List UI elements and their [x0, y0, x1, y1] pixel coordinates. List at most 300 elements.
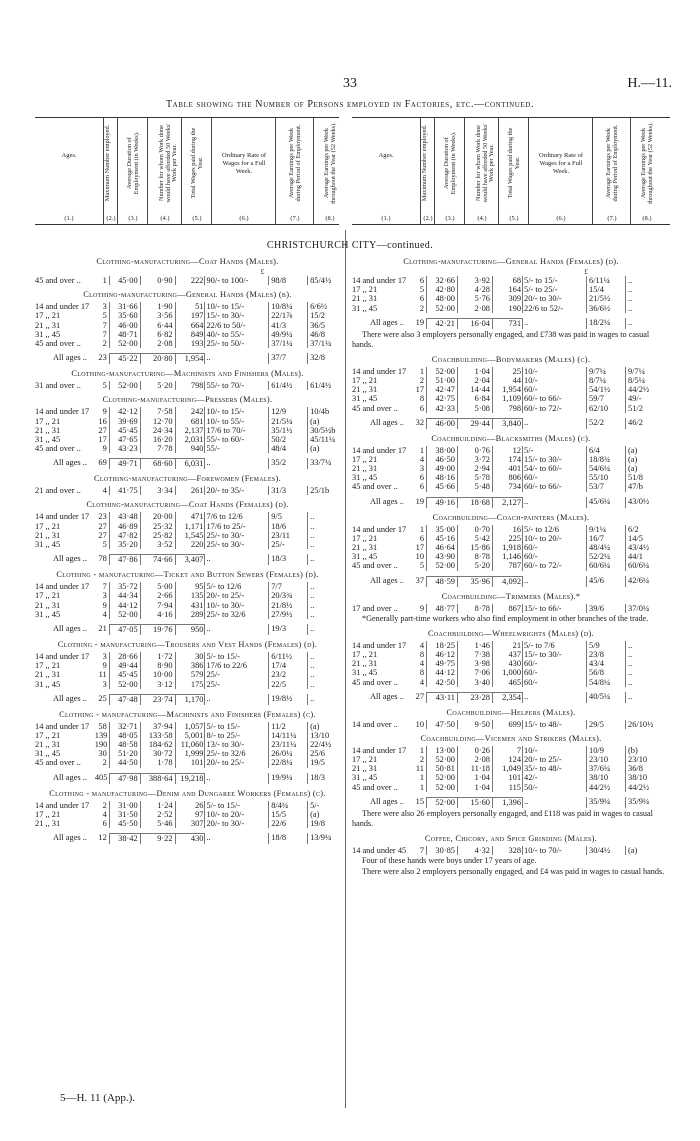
value-cell: 4	[95, 610, 110, 619]
value-cell: 52·00	[110, 610, 141, 619]
value-cell: 5·48	[458, 482, 493, 491]
value-cell: 9/7¼	[587, 367, 626, 376]
value-cell: 69	[95, 458, 110, 469]
value-cell: 25	[493, 367, 523, 376]
value-cell: 25/- to 32/6	[205, 749, 269, 758]
value-cell: 184·62	[141, 740, 176, 749]
value-cell: 52·00	[427, 367, 458, 376]
age-cell: 14 and under 17	[35, 721, 90, 731]
value-cell: 44/1	[628, 552, 643, 562]
value-cell: 54/- to 60/-	[523, 464, 587, 473]
table-row	[352, 304, 670, 313]
value-cell: 222	[176, 276, 206, 285]
value-cell: 0·70	[458, 525, 493, 534]
table-row	[352, 604, 670, 613]
value-cell: 1·24	[141, 801, 176, 810]
value-cell: 10/- to 20/-	[523, 534, 587, 543]
value-cell: 15/4	[587, 285, 626, 294]
value-cell: 37	[412, 576, 427, 587]
value-cell: 1·72	[141, 652, 176, 661]
value-cell: 36/5	[310, 320, 325, 330]
table-row	[352, 367, 670, 376]
value-cell: 7	[95, 330, 110, 339]
right-column	[352, 252, 670, 878]
value-cell: 4·16	[141, 610, 176, 619]
value-cell: 20/- to 25/-	[205, 591, 269, 600]
value-cell: 47·86	[110, 554, 141, 565]
value-cell: 22/5	[269, 680, 308, 689]
value-cell: 579	[176, 670, 206, 679]
value-cell: 6	[412, 276, 427, 285]
value-cell: 13/- to 30/-	[205, 740, 269, 749]
value-cell: 37/0¼	[628, 603, 650, 613]
age-cell: 17 ,, 21	[35, 730, 61, 740]
value-cell: 731	[493, 318, 523, 329]
age-cell: 21 ,, 31	[352, 543, 378, 552]
value-cell: 21/5¼	[269, 417, 308, 426]
table-row	[352, 285, 670, 294]
value-cell: 10/9	[587, 746, 626, 755]
value-cell: 5/-	[310, 800, 320, 810]
table-section	[35, 788, 340, 845]
column-header-7	[275, 118, 314, 224]
section-title-text: Clothing - manufacturing—Machinists and Finishers (Females) (c).	[59, 709, 316, 719]
table-row	[35, 321, 340, 330]
column-header-6	[211, 118, 276, 224]
value-cell: 405	[95, 773, 110, 784]
value-cell: 20/- to 30/-	[205, 819, 269, 828]
age-cell: 17 ,, 21	[352, 533, 378, 543]
currency-symbol: £	[584, 268, 588, 276]
value-cell: ..	[205, 624, 269, 635]
section-title	[352, 512, 670, 523]
table-row	[352, 746, 670, 755]
value-cell: 124	[493, 755, 523, 764]
value-cell: 940	[176, 444, 206, 453]
value-cell: 2	[95, 801, 110, 810]
value-cell: 43/0½	[628, 496, 650, 506]
value-cell: 42·50	[427, 678, 458, 687]
value-cell: 7·06	[458, 668, 493, 677]
section-title-text: Clothing-manufacturing—Machinists and Finishers (Males).	[71, 369, 304, 379]
value-cell: 19/5	[310, 758, 325, 768]
value-cell: 7·78	[141, 444, 176, 453]
age-cell: 14 and under 17	[352, 276, 407, 285]
age-cell: All ages ..	[53, 554, 87, 564]
value-cell: 40/5¼	[587, 692, 626, 703]
value-cell: 15/2	[310, 311, 325, 321]
value-cell: 1·04	[458, 367, 493, 376]
value-cell: 3,840	[493, 418, 523, 429]
value-cell: 1,545	[176, 531, 206, 540]
column-header-1	[352, 118, 420, 224]
section-title-text: Coachbuilding—Bodymakers (Males) (c).	[431, 354, 591, 364]
age-cell: 31 ,, 45	[352, 773, 378, 783]
value-cell: 60/-	[523, 659, 587, 668]
value-cell: (a)	[628, 454, 638, 464]
table-section	[35, 394, 340, 469]
table-section	[35, 639, 340, 705]
column-header-label: Average Duration of Employment (in Weeks).	[126, 131, 140, 195]
value-cell: ..	[310, 600, 315, 610]
value-cell: 9·22	[141, 833, 176, 844]
value-cell: 35·20	[110, 540, 141, 549]
value-cell: 242	[176, 407, 206, 416]
table-row	[352, 446, 670, 455]
column-header-label: Average Earnings per Week throughout the Year (52 Weeks).	[640, 122, 654, 204]
value-cell: 19/8	[310, 819, 325, 828]
value-cell: 5/- to 12/6	[205, 582, 269, 591]
table-row	[352, 534, 670, 543]
value-cell: 1,999	[176, 749, 206, 758]
value-cell: 139	[95, 731, 110, 740]
value-cell: 8	[412, 668, 427, 677]
age-cell: 31 ,, 45	[352, 303, 378, 313]
value-cell: 430	[176, 833, 206, 844]
age-cell: 14 and under 17	[35, 512, 90, 522]
table-row	[35, 749, 340, 758]
left-column	[35, 252, 340, 844]
value-cell: 45·16	[427, 534, 458, 543]
value-cell: 19/3	[269, 624, 308, 635]
column-header-number: (1.)	[64, 215, 74, 222]
value-cell: ..	[310, 554, 315, 564]
value-cell: 51/2	[628, 403, 643, 413]
column-header-number: (5.)	[192, 215, 202, 222]
section-title	[35, 499, 340, 510]
table-row	[35, 435, 340, 444]
age-cell: 21 ,, 31	[35, 819, 61, 828]
value-cell: 98/8	[269, 276, 308, 285]
age-cell: All ages ..	[53, 693, 87, 703]
value-cell: 9	[95, 444, 110, 453]
value-cell: 22/6 to 52/-	[523, 304, 587, 313]
value-cell: 20/- to 35/-	[205, 486, 269, 495]
value-cell: 6	[412, 404, 427, 413]
value-cell: 5	[412, 561, 427, 570]
value-cell: 8/7¼	[587, 376, 626, 385]
value-cell: ..	[628, 640, 633, 650]
value-cell: 1,171	[176, 522, 206, 531]
age-cell: 31 ,, 45	[352, 552, 378, 562]
value-cell: 4·32	[458, 846, 493, 855]
column-header-number: (5.)	[509, 215, 519, 222]
value-cell: 52·00	[427, 773, 458, 782]
value-cell: 52·00	[427, 304, 458, 313]
age-cell: 14 and under 17	[35, 651, 90, 661]
value-cell: 25	[95, 694, 110, 705]
column-header-8	[630, 118, 663, 224]
value-cell: ..	[310, 540, 315, 549]
value-cell: 9/7¼	[628, 366, 645, 376]
value-cell: 2,354	[493, 692, 523, 703]
value-cell: 25/- to 30/-	[205, 531, 269, 540]
value-cell: 3·98	[458, 659, 493, 668]
column-header-number: (4.)	[477, 215, 487, 222]
value-cell: 45·45	[110, 670, 141, 679]
value-cell: 5·46	[141, 819, 176, 828]
value-cell: 52·00	[427, 561, 458, 570]
value-cell: 23·74	[141, 694, 176, 705]
value-cell: ..	[310, 693, 315, 703]
column-header-label: Ordinary Rate of Wages for a Full Week.	[538, 152, 584, 175]
value-cell: 22/4½	[310, 740, 332, 750]
value-cell: 40/- to 55/-	[205, 330, 269, 339]
table-section	[35, 709, 340, 784]
value-cell: 35·60	[110, 311, 141, 320]
value-cell: 28·66	[110, 652, 141, 661]
value-cell: 5/- to 7/6	[523, 641, 587, 650]
section-title	[352, 733, 670, 744]
value-cell: 60/-	[523, 473, 587, 482]
value-cell: 47·98	[110, 773, 141, 784]
value-cell: 0·26	[458, 746, 493, 755]
value-cell: 10/- to 70/-	[523, 846, 587, 855]
value-cell: 25/-	[269, 540, 308, 549]
value-cell: 21/8½	[269, 601, 308, 610]
table-row	[352, 525, 670, 534]
value-cell: 37/6¼	[587, 764, 626, 773]
value-cell: 1	[412, 525, 427, 534]
age-cell: 21 ,, 31	[35, 530, 61, 540]
table-row	[352, 783, 670, 792]
section-title-text: Clothing-manufacturing—Pressers (Males).	[102, 395, 273, 405]
value-cell: 14·44	[458, 385, 493, 394]
value-cell: 32·71	[110, 722, 141, 731]
value-cell: 30/5½b	[310, 425, 336, 435]
value-cell: 328	[493, 846, 523, 855]
value-cell: 26/0¼	[269, 749, 308, 758]
age-cell: 45 and over ..	[352, 403, 398, 413]
value-cell: ..	[628, 285, 633, 295]
value-cell: 7	[412, 846, 427, 855]
age-cell: All ages ..	[370, 417, 404, 427]
value-cell: 15	[412, 797, 427, 808]
value-cell: 60/6¼	[628, 561, 650, 571]
table-row	[35, 601, 340, 610]
value-cell: 8	[412, 650, 427, 659]
value-cell: 26	[176, 801, 206, 810]
value-cell: ..	[310, 609, 315, 619]
value-cell: ..	[628, 294, 633, 304]
total-row	[352, 316, 670, 329]
value-cell: 3	[412, 464, 427, 473]
page-footer: 5—H. 11 (App.).	[60, 1092, 136, 1104]
value-cell: 4	[95, 810, 110, 819]
value-cell: 48·77	[427, 604, 458, 613]
value-cell: 61/4½	[310, 381, 332, 391]
value-cell: 21/5½	[587, 294, 626, 303]
value-cell: 60/-	[523, 385, 587, 394]
value-cell: 51	[176, 302, 206, 311]
value-cell: 9	[95, 601, 110, 610]
value-cell: 4	[412, 641, 427, 650]
value-cell: ..	[310, 623, 315, 633]
value-cell: ..	[205, 353, 269, 364]
value-cell: 5/9	[587, 641, 626, 650]
age-cell: 17 ,, 21	[352, 375, 378, 385]
table-row	[352, 543, 670, 552]
value-cell: 44·12	[110, 601, 141, 610]
value-cell: 307	[176, 819, 206, 828]
value-cell: 1	[412, 746, 427, 755]
value-cell: 47·65	[110, 435, 141, 444]
table-title: Table showing the Number of Persons employed in Factories, etc.—continued.	[165, 99, 535, 110]
table-row	[352, 376, 670, 385]
value-cell: 48·59	[427, 576, 458, 587]
value-cell: 11·18	[458, 764, 493, 773]
value-cell: 1,057	[176, 722, 206, 731]
table-row	[35, 591, 340, 600]
total-row	[35, 831, 340, 844]
value-cell: 49·71	[110, 458, 141, 469]
value-cell: 78	[95, 554, 110, 565]
value-cell: 30	[176, 652, 206, 661]
value-cell: 45·00	[110, 276, 141, 285]
value-cell: 699	[493, 720, 523, 729]
value-cell: 97	[176, 810, 206, 819]
value-cell: 39/6	[587, 604, 626, 613]
table-row	[352, 678, 670, 687]
value-cell: 0·90	[141, 276, 176, 285]
value-cell: 23/11¼	[269, 740, 308, 749]
value-cell: 37/1¼	[310, 338, 332, 348]
column-header-4	[464, 118, 499, 224]
value-cell: (a)	[628, 445, 638, 455]
value-cell: 74·66	[141, 554, 176, 565]
value-cell: 16·04	[458, 318, 493, 329]
value-cell: 16	[95, 417, 110, 426]
value-cell: 20·80	[141, 353, 176, 364]
table-row	[352, 641, 670, 650]
value-cell: 25·82	[141, 531, 176, 540]
value-cell: 1	[412, 446, 427, 455]
value-cell: 16·20	[141, 435, 176, 444]
value-cell: ..	[310, 670, 315, 680]
table-row	[35, 582, 340, 591]
value-cell: 8	[412, 394, 427, 403]
age-cell: 45 and over ..	[352, 561, 398, 571]
value-cell: 60/-	[523, 678, 587, 687]
value-cell: 60/- to 66/-	[523, 394, 587, 403]
value-cell: 23/10	[587, 755, 626, 764]
value-cell: 35/9¼	[587, 797, 626, 808]
value-cell: 867	[493, 604, 523, 613]
value-cell: 5	[95, 540, 110, 549]
table-row	[35, 731, 340, 740]
value-cell: 22/6	[269, 819, 308, 828]
value-cell: 35/9¼	[628, 796, 650, 806]
value-cell: 3·34	[141, 486, 176, 495]
column-header-3	[117, 118, 148, 224]
table-row	[352, 385, 670, 394]
value-cell: 10/- to 20/-	[205, 810, 269, 819]
value-cell: 20/- to 25/-	[205, 758, 269, 767]
value-cell: 44/2½	[587, 783, 626, 792]
value-cell: 22/8¼	[269, 758, 308, 767]
value-cell: 18/3	[310, 772, 325, 782]
column-header-1	[35, 118, 103, 224]
value-cell: 2	[412, 304, 427, 313]
value-cell: (a)	[628, 464, 638, 474]
table-row	[352, 720, 670, 729]
value-cell: 6·44	[141, 321, 176, 330]
value-cell: ..	[310, 591, 315, 601]
table-section	[35, 256, 340, 285]
value-cell: 2	[95, 339, 110, 348]
column-header-label: Average Earnings per Week during Period of Employment.	[605, 124, 619, 202]
value-cell: 3	[95, 652, 110, 661]
value-cell: 47·48	[110, 694, 141, 705]
column-header-label: Ages.	[61, 152, 77, 159]
section-title-text: Coachbuilding—Trimmers (Males).*	[441, 591, 581, 601]
table-section	[352, 512, 670, 587]
section-title-text: Clothing-manufacturing—Forewomen (Females).	[94, 474, 281, 484]
value-cell: (a)	[628, 845, 638, 855]
value-cell: 42·21	[427, 318, 458, 329]
section-title	[35, 639, 340, 650]
table-row	[35, 330, 340, 339]
age-cell: 45 and over ..	[352, 677, 398, 687]
value-cell: 6	[412, 482, 427, 491]
value-cell: 0·76	[458, 446, 493, 455]
age-cell: 31 ,, 45	[35, 434, 61, 444]
value-cell: 18/2¼	[587, 318, 626, 329]
value-cell: 56/8	[587, 668, 626, 677]
value-cell: 5/- to 15/-	[205, 722, 269, 731]
column-header-4	[147, 118, 182, 224]
value-cell: 9/5	[269, 512, 308, 521]
value-cell: 734	[493, 482, 523, 491]
table-row	[352, 552, 670, 561]
column-header-number: (7.)	[607, 215, 617, 222]
value-cell: 2,137	[176, 426, 206, 435]
value-cell: 2·94	[458, 464, 493, 473]
value-cell: 52·00	[427, 755, 458, 764]
value-cell: 48·05	[110, 731, 141, 740]
value-cell: 47·05	[110, 624, 141, 635]
total-row	[352, 416, 670, 429]
value-cell: ..	[310, 679, 315, 689]
value-cell: 2·66	[141, 591, 176, 600]
table-row	[352, 394, 670, 403]
value-cell: 41·75	[110, 486, 141, 495]
value-cell: 42·12	[110, 407, 141, 416]
value-cell: 42·75	[427, 394, 458, 403]
value-cell: 5	[412, 285, 427, 294]
table-row	[352, 464, 670, 473]
table-row	[35, 652, 340, 661]
value-cell: 8/- to 25/-	[205, 731, 269, 740]
value-cell: 29·44	[458, 418, 493, 429]
value-cell: 25/-	[205, 670, 269, 679]
table-section	[352, 628, 670, 703]
age-cell: 21 ,, 31	[352, 764, 378, 774]
column-header-3	[434, 118, 465, 224]
value-cell: 11/2	[269, 722, 308, 731]
value-cell: 44·50	[110, 758, 141, 767]
value-cell: 32/8	[310, 353, 325, 363]
value-cell: 6/4	[587, 446, 626, 455]
age-cell: 17 ,, 21	[35, 521, 61, 531]
value-cell: 437	[493, 650, 523, 659]
value-cell: 7/6 to 12/6	[205, 512, 269, 521]
age-cell: 31 ,, 45	[35, 540, 61, 549]
section-note: *Generally part-time workers who also find employment in other branches of the trade.	[362, 613, 649, 623]
age-cell: 45 and over ..	[35, 758, 81, 768]
value-cell: 1,049	[493, 764, 523, 773]
value-cell: 950	[176, 624, 206, 635]
